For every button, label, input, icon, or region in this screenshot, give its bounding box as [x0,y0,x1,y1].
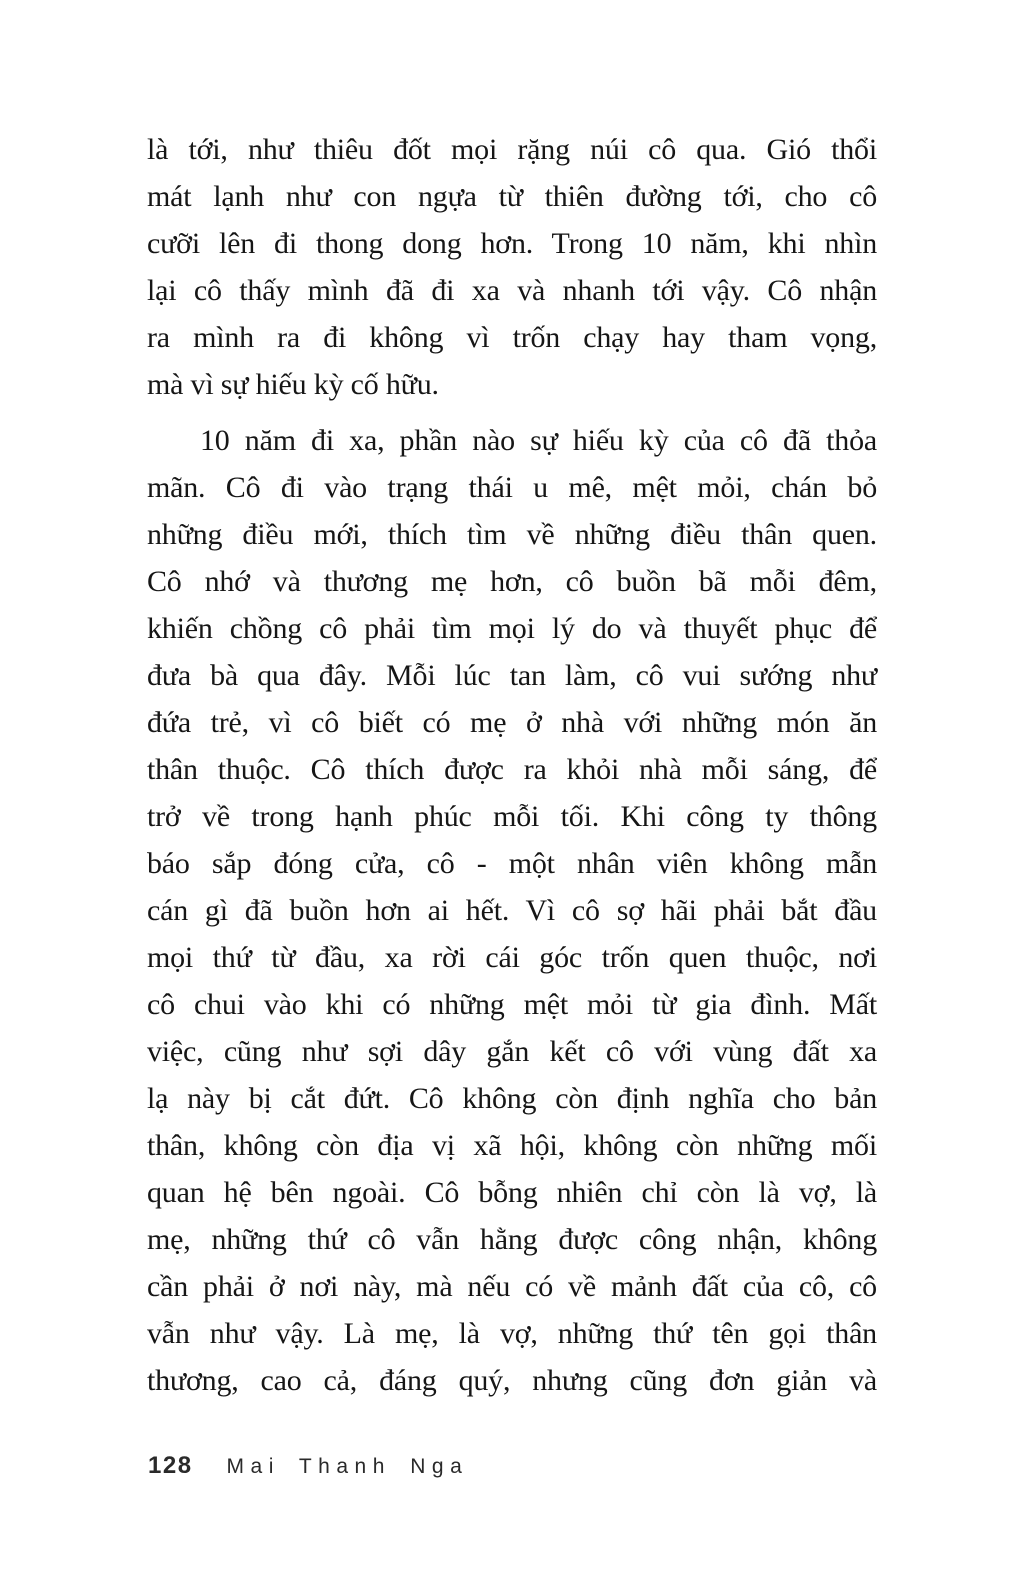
text-line: Cô nhớ và thương mẹ hơn, cô buồn bã mỗi đêm, [147,565,877,598]
text-line: 10 năm đi xa, phần nào sự hiếu kỳ của cô đã thỏa [200,424,877,457]
text-line: khiến chồng cô phải tìm mọi lý do và thuyết phục để [147,612,877,645]
text-line: thân, không còn địa vị xã hội, không còn những mối [147,1129,877,1162]
text-line: mãn. Cô đi vào trạng thái u mê, mệt mỏi, chán bỏ [147,471,877,504]
text-line: cần phải ở nơi này, mà nếu có về mảnh đất của cô, cô [147,1270,877,1303]
text-line: là tới, như thiêu đốt mọi rặng núi cô qua. Gió thổi [147,133,877,166]
author-name: Mai Thanh Nga [226,1455,469,1478]
text-line: quan hệ bên ngoài. Cô bỗng nhiên chỉ còn là vợ, là [147,1176,877,1209]
text-line: đứa trẻ, vì cô biết có mẹ ở nhà với những món ăn [147,706,877,739]
text-line: báo sắp đóng cửa, cô - một nhân viên không mẫn [147,847,877,880]
text-line: thân thuộc. Cô thích được ra khỏi nhà mỗi sáng, để [147,753,877,786]
page-footer [148,1452,468,1480]
text-line: mẹ, những thứ cô vẫn hằng được công nhận, không [147,1223,877,1256]
paragraph [147,417,877,1404]
text-line: cưỡi lên đi thong dong hơn. Trong 10 năm, khi nhìn [147,227,877,260]
text-line: vẫn như vậy. Là mẹ, là vợ, những thứ tên gọi thân [147,1317,877,1350]
text-block [147,126,877,1404]
text-line: lạ này bị cắt đứt. Cô không còn định nghĩa cho bản [147,1082,877,1115]
text-line: mọi thứ từ đầu, xa rời cái góc trốn quen thuộc, nơi [147,941,877,974]
text-line: mà vì sự hiếu kỳ cố hữu. [147,368,439,401]
text-line: ra mình ra đi không vì trốn chạy hay tham vọng, [147,321,877,354]
text-line: trở về trong hạnh phúc mỗi tối. Khi công ty thông [147,800,877,833]
text-line: những điều mới, thích tìm về những điều thân quen. [147,518,877,551]
text-line: mát lạnh như con ngựa từ thiên đường tới, cho cô [147,180,877,213]
paragraph [147,126,877,408]
text-line: thương, cao cả, đáng quý, nhưng cũng đơn giản và [147,1364,877,1397]
text-line: cô chui vào khi có những mệt mỏi từ gia đình. Mất [147,988,877,1021]
text-line: việc, cũng như sợi dây gắn kết cô với vùng đất xa [147,1035,877,1068]
text-line: cán gì đã buồn hơn ai hết. Vì cô sợ hãi phải bắt đầu [147,894,877,927]
page-number: 128 [148,1452,193,1479]
text-line: đưa bà qua đây. Mỗi lúc tan làm, cô vui sướng như [147,659,877,692]
text-line: lại cô thấy mình đã đi xa và nhanh tới vậy. Cô nhận [147,274,877,307]
